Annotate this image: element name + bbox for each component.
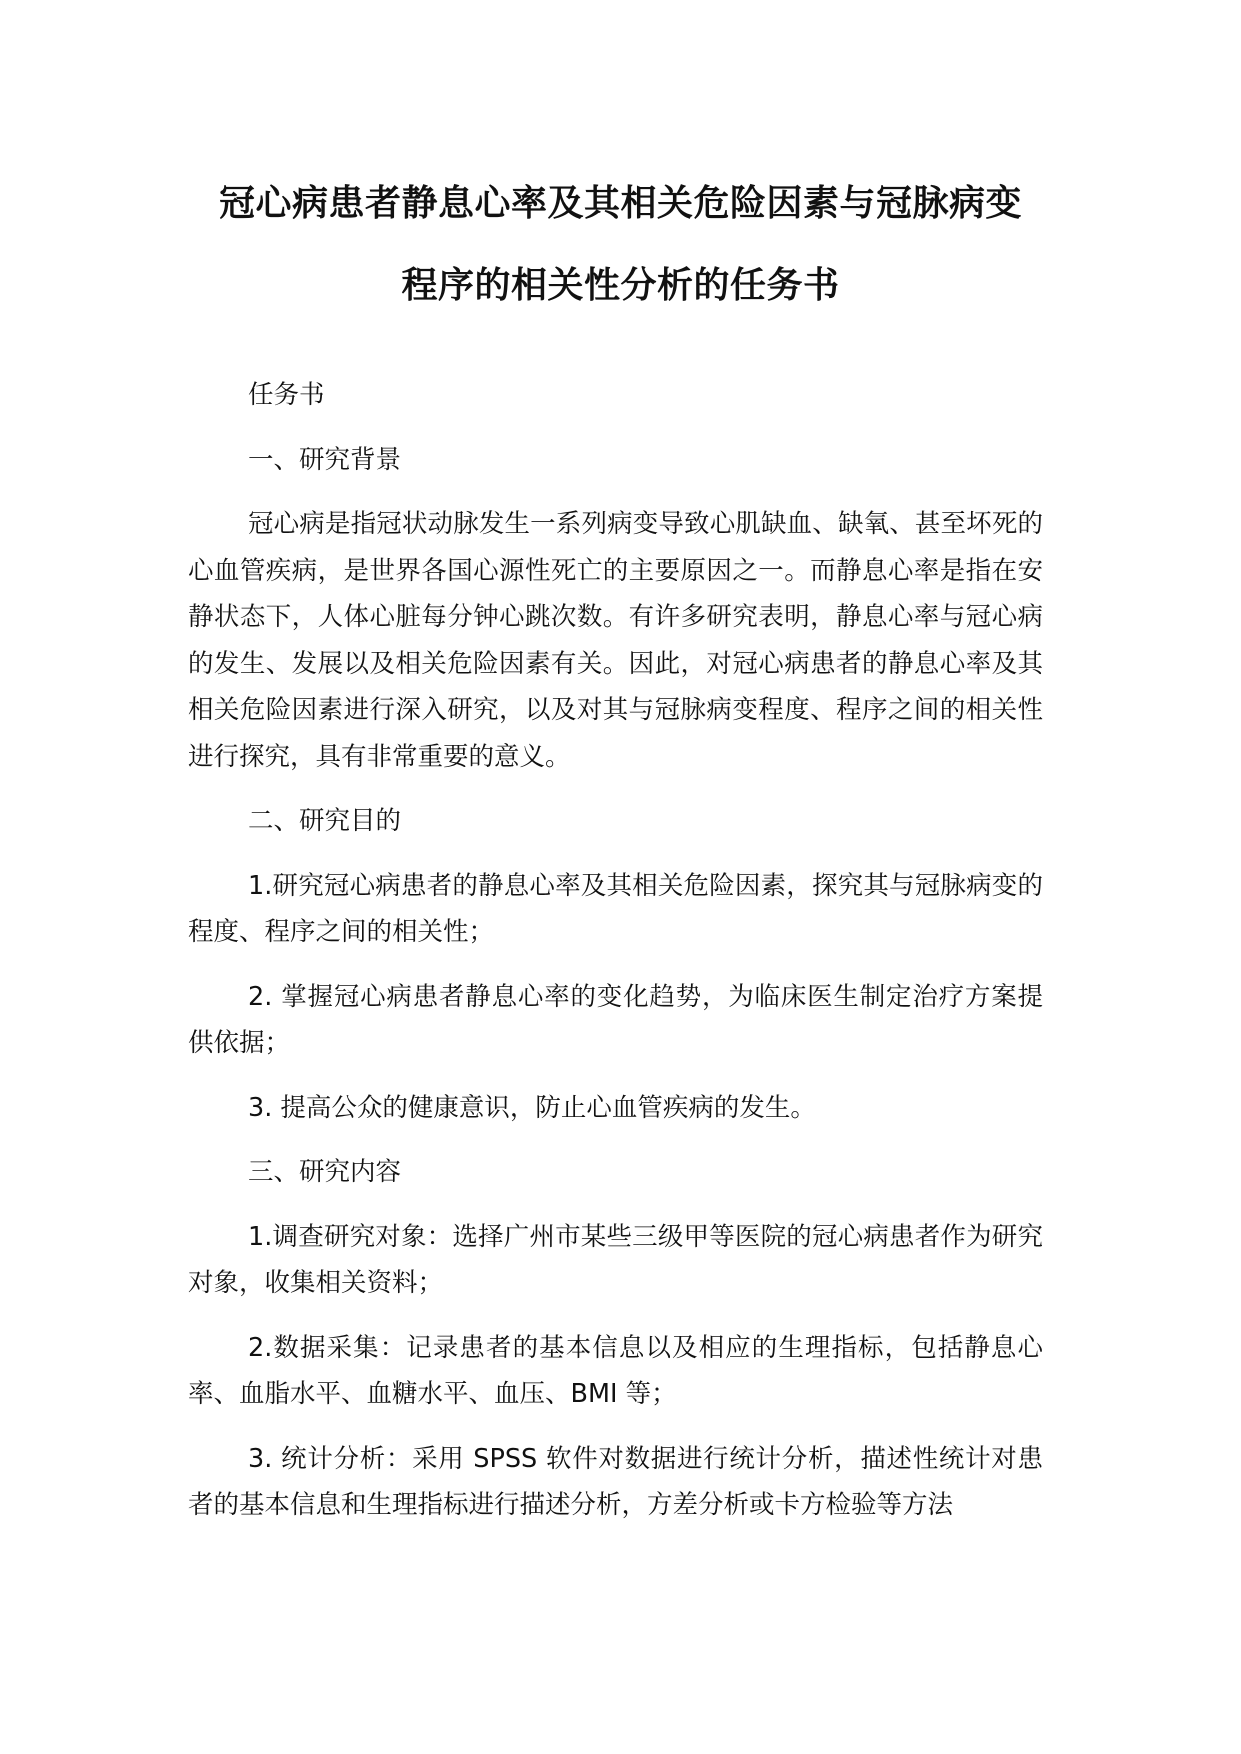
section-heading: 一、研究背景: [248, 444, 402, 475]
document-title-line-1: 冠心病患者静息心率及其相关危险因素与冠脉病变: [218, 183, 1022, 224]
section-label: 任务书: [248, 380, 325, 410]
list-item: 3. 提高公众的健康意识，防止心血管疾病的发生。: [248, 1092, 816, 1123]
document-body: [188, 372, 1043, 1547]
section-heading: 三、研究内容: [248, 1157, 402, 1187]
document-title-line-2: 程序的相关性分析的任务书: [401, 265, 840, 306]
list-item: 1.调查研究对象：选择广州市某些三级甲等医院的冠心病患者作为研究对象，收集相关资料；: [188, 1221, 1043, 1298]
list-item: 2.数据采集：记录患者的基本信息以及相应的生理指标，包括静息心率、血脂水平、血糖水平、血压、BMI 等；: [188, 1332, 1043, 1409]
section-heading: 二、研究目的: [248, 806, 402, 836]
body-paragraph: 冠心病是指冠状动脉发生一系列病变导致心肌缺血、缺氧、甚至坏死的心血管疾病，是世界各国心源性死亡的主要原因之一。而静息心率是指在安静状态下，人体心脏每分钟心跳次数。有许多研究表明，静息心率与冠心病的发生、发展以及相关危险因素有关。因此，对冠心病患者的静息心率及其相关危险因素进行深入研究，以及对其与冠脉病变程度、程序之间的相关性进行探究，具有非常重要的意义。: [188, 509, 1043, 772]
list-item: 1.研究冠心病患者的静息心率及其相关危险因素，探究其与冠脉病变的程度、程序之间的相关性；: [188, 870, 1043, 947]
list-item: 3. 统计分析：采用 SPSS 软件对数据进行统计分析，描述性统计对患者的基本信息和生理指标进行描述分析，方差分析或卡方检验等方法: [188, 1443, 1043, 1520]
list-item: 2. 掌握冠心病患者静息心率的变化趋势，为临床医生制定治疗方案提供依据；: [188, 981, 1043, 1058]
